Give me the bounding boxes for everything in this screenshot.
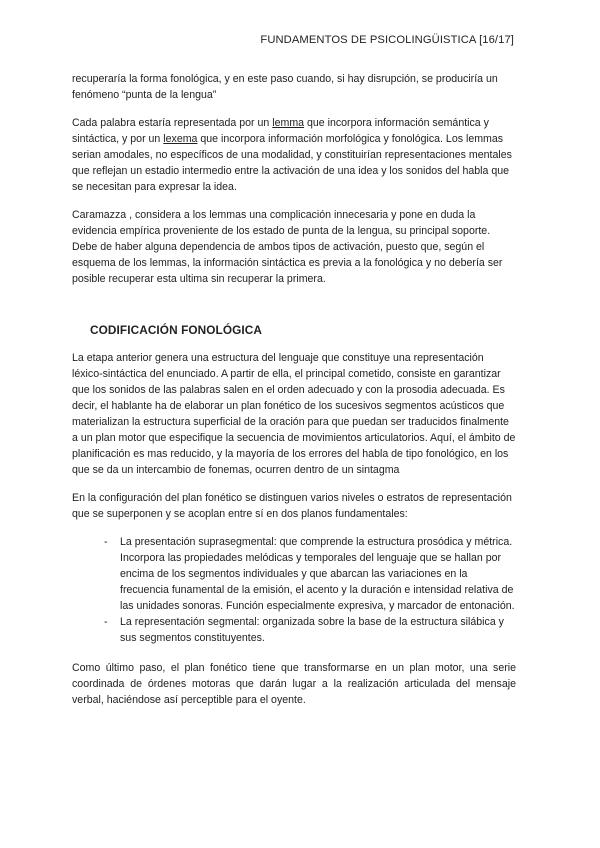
term-lemma: lemma bbox=[272, 117, 305, 129]
page-content bbox=[72, 71, 516, 720]
text-span: que incorpora información morfológica y fonológica. Los lemmas serian amodales, no específicos de una modalidad, y constituirían representaciones mentales que reflejan un estadio intermedio entre la activación de una idea y los sonidos del habla que se necesitan para expresar la idea. bbox=[72, 133, 512, 193]
representation-list bbox=[72, 534, 516, 646]
list-item-text: La representación segmental: organizada sobre la base de la estructura silábica y sus segmentos constituyentes. bbox=[120, 616, 504, 644]
text-span: que incorpora información semántica y sintáctica, y por un bbox=[72, 117, 489, 145]
list-dash: - bbox=[104, 616, 108, 628]
list-item bbox=[72, 614, 516, 646]
paragraph-continuation: recuperaría la forma fonológica, y en este paso cuando, si hay disrupción, se produciría un fenómeno “punta de la lengua” bbox=[72, 73, 498, 101]
paragraph-plan-motor: Como último paso, el plan fonético tiene que transformarse en un plan motor, una serie coordinada de órdenes motoras que darán lugar a la realización articulada del mensaje verbal, haciéndose así perceptible para el oyente. bbox=[72, 662, 516, 706]
list-item bbox=[72, 534, 516, 614]
paragraph-caramazza: Caramazza , considera a los lemmas una complicación innecesaria y pone en duda la evidencia empírica proveniente de los estado de punta de la lengua, su principal soporte. Debe de haber alguna dependencia de ambos tipos de activación, puesto que, según el esquema de los lemmas, la información sintáctica es previa a la fonológica y no debería ser posible recuperar esta ultima sin recuperar la primera. bbox=[72, 209, 503, 285]
list-item-text: La presentación suprasegmental: que comprende la estructura prosódica y métrica. Incorpora las propiedades melódicas y temporales del lenguaje que se hallan por encima de los segmentos individuales y que abarcan las variaciones en la frecuencia funamental de la emisión, el acento y la duración e intensidad relativa de las unidades sonoras. Función especialmente expresiva, y marcador de entonación. bbox=[120, 536, 515, 612]
list-dash: - bbox=[104, 536, 108, 548]
paragraph-lemma-lexema bbox=[72, 115, 516, 195]
section-title: CODIFICACIÓN FONOLÓGICA bbox=[90, 323, 263, 337]
page-header: FUNDAMENTOS DE PSICOLINGÜISTICA [16/17] bbox=[260, 34, 514, 46]
paragraph-configuracion: En la configuración del plan fonético se distinguen varios niveles o estratos de representación que se superponen y se acoplan entre sí en dos planos fundamentales: bbox=[72, 492, 512, 520]
text-span: Cada palabra estaría representada por un bbox=[72, 117, 273, 129]
term-lexema: lexema bbox=[163, 133, 198, 145]
paragraph-etapa-anterior: La etapa anterior genera una estructura del lenguaje que constituye una representación léxico-sintáctica del enunciado. A partir de ella, el principal cometido, consiste en garantizar que los sonidos de las palabras salen en el orden adecuado y con la prosodia adecuada. Es decir, el hablante ha de elaborar un plan fonético de los sucesivos segmentos acústicos que materializan la estructura superficial de la oración para que puedan ser traducidos finalmente a un plan motor que especifique la secuencia de movimientos articulatorios. Aquí, el ámbito de planificación es mas reducido, y la mayoría de los errores del habla de tipo fonológico, en los que se da un intercambio de fonemas, ocurren dentro de un sintagma bbox=[72, 352, 516, 476]
